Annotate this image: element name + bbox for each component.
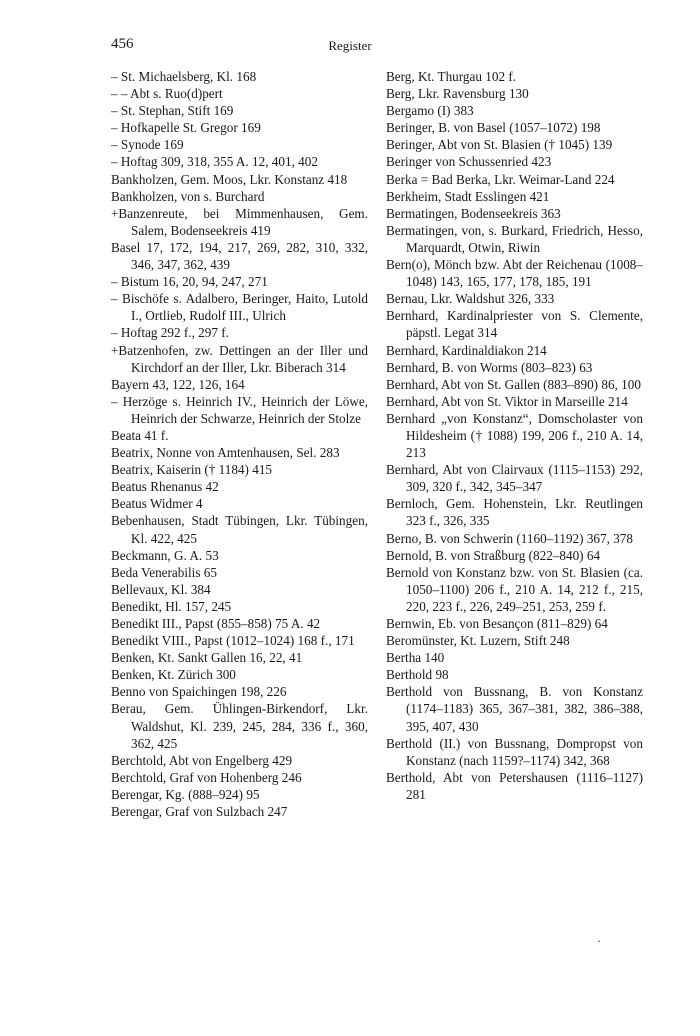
index-entry: Bern(o), Mönch bzw. Abt der Reichenau (1008–1048) 143, 165, 177, 178, 185, 191 (386, 257, 643, 290)
index-entry: Benken, Kt. Zürich 300 (111, 667, 236, 683)
index-entry: Beata 41 f. (111, 427, 169, 443)
index-entry: Bermatingen, Bodenseekreis 363 (386, 205, 561, 221)
index-entry: Bernloch, Gem. Hohenstein, Lkr. Reutlingen 323 f., 326, 335 (386, 496, 643, 529)
index-entry: Beatus Widmer 4 (111, 496, 203, 512)
index-entry: Beatus Rhenanus 42 (111, 479, 219, 495)
index-entry: Benedikt, Hl. 157, 245 (111, 598, 232, 614)
index-entry: – Hofkapelle St. Gregor 169 (111, 120, 261, 136)
index-entry: Bernold von Konstanz bzw. von St. Blasien (ca. 1050–1100) 206 f., 210 A. 14, 212 f., 215, 220, 223 f., 226, 249–251, 253, 259 f. (386, 564, 643, 614)
index-entry: Berg, Lkr. Ravensburg 130 (386, 86, 529, 102)
index-entry: Bertha 140 (386, 650, 445, 666)
index-entry: Bernold, B. von Straßburg (822–840) 64 (386, 547, 601, 563)
index-entry: – Synode 169 (111, 137, 184, 153)
running-title: Register (328, 38, 372, 53)
index-entry: Berchtold, Abt von Engelberg 429 (111, 752, 293, 768)
index-column-right (386, 68, 643, 803)
index-entry: Beringer von Schussenried 423 (386, 154, 552, 170)
index-entry: Bernhard, Abt von Clairvaux (1115–1153) 292, 309, 320 f., 342, 345–347 (386, 462, 643, 495)
index-entry: Benedikt VIII., Papst (1012–1024) 168 f., 171 (111, 633, 355, 649)
index-entry: Bernhard, Abt von St. Viktor in Marseille 214 (386, 393, 628, 409)
index-entry: – Herzöge s. Heinrich IV., Heinrich der Löwe, Heinrich der Schwarze, Heinrich der Stolze (111, 393, 368, 426)
index-entry: Berengar, Kg. (888–924) 95 (111, 786, 260, 802)
index-entry: Bermatingen, von, s. Burkard, Friedrich, Hesso, Marquardt, Otwin, Riwin (386, 222, 643, 255)
index-entry: Bellevaux, Kl. 384 (111, 581, 211, 597)
page-number: 456 (111, 36, 134, 52)
index-entry: Benken, Kt. Sankt Gallen 16, 22, 41 (111, 650, 303, 666)
stray-mark: · (597, 934, 601, 948)
index-entry: Berno, B. von Schwerin (1160–1192) 367, 378 (386, 530, 633, 546)
index-entry: Berka = Bad Berka, Lkr. Weimar-Land 224 (386, 171, 615, 187)
index-entry: Bernwin, Eb. von Besançon (811–829) 64 (386, 616, 608, 631)
index-entry: Beringer, Abt von St. Blasien († 1045) 139 (386, 137, 613, 153)
index-entry: Berthold, Abt von Petershausen (1116–1127) 281 (386, 769, 643, 802)
index-entry: Berchtold, Graf von Hohenberg 246 (111, 769, 302, 785)
index-entry: Beckmann, G. A. 53 (111, 547, 219, 563)
index-entry: Bernhard „von Konstanz“, Domscholaster von Hildesheim († 1088) 199, 206 f., 210 A. 14, 213 (386, 410, 643, 461)
index-entry: Berg, Kt. Thurgau 102 f. (386, 69, 517, 84)
index-entry: Bernau, Lkr. Waldshut 326, 333 (386, 291, 555, 307)
index-entry: Bernhard, B. von Worms (803–823) 63 (386, 359, 593, 375)
index-entry: Berthold 98 (386, 667, 449, 683)
index-entry: Berengar, Graf von Sulzbach 247 (111, 804, 288, 820)
index-entry: – Hoftag 292 f., 297 f. (111, 325, 229, 341)
index-entry: Basel 17, 172, 194, 217, 269, 282, 310, 332, 346, 347, 362, 439 (111, 239, 368, 273)
index-entry: Bankholzen, Gem. Moos, Lkr. Konstanz 418 (111, 171, 348, 187)
index-entry: Berthold (II.) von Bussnang, Dompropst von Konstanz (nach 1159?–1174) 342, 368 (386, 735, 643, 768)
index-entry: +Batzenhofen, zw. Dettingen an der Iller und Kirchdorf an der Iller, Lkr. Biberach 314 (111, 342, 368, 375)
index-entry: +Banzenreute, bei Mimmenhausen, Gem. Salem, Bodenseekreis 419 (111, 205, 368, 238)
index-entry: Bankholzen, von s. Burchard (111, 188, 265, 204)
index-entry: – St. Stephan, Stift 169 (111, 103, 234, 119)
index-entry: Benedikt III., Papst (855–858) 75 A. 42 (111, 616, 321, 631)
index-entry: Bernhard, Kardinaldiakon 214 (386, 342, 547, 358)
index-entry: – Hoftag 309, 318, 355 A. 12, 401, 402 (111, 154, 318, 170)
index-entry: – St. Michaelsberg, Kl. 168 (111, 69, 257, 84)
index-entry: Bernhard, Abt von St. Gallen (883–890) 86, 100 (386, 376, 641, 392)
index-entry: Bernhard, Kardinalpriester von S. Clemente, päpstl. Legat 314 (386, 308, 643, 341)
index-entry: Beromünster, Kt. Luzern, Stift 248 (386, 633, 570, 649)
index-entry: – – Abt s. Ruo(d)pert (111, 86, 223, 102)
index-entry: Bayern 43, 122, 126, 164 (111, 376, 245, 392)
index-entry: Beatrix, Nonne von Amtenhausen, Sel. 283 (111, 445, 340, 461)
index-entry: – Bistum 16, 20, 94, 247, 271 (111, 274, 268, 290)
index-entry: Benno von Spaichingen 198, 226 (111, 684, 287, 700)
index-entry: Bergamo (I) 383 (386, 103, 474, 119)
index-entry: Beringer, B. von Basel (1057–1072) 198 (386, 120, 601, 136)
index-entry: Bebenhausen, Stadt Tübingen, Lkr. Tübingen, Kl. 422, 425 (111, 513, 368, 546)
index-column-left (111, 68, 368, 820)
index-entry: Beda Venerabilis 65 (111, 564, 217, 580)
index-entry: Beatrix, Kaiserin († 1184) 415 (111, 462, 273, 478)
index-entry: Berthold von Bussnang, B. von Konstanz (1174–1183) 365, 367–381, 382, 386–388, 395, 407, 430 (386, 684, 643, 734)
index-entry: Berkheim, Stadt Esslingen 421 (386, 188, 550, 204)
index-entry: Berau, Gem. Ühlingen-Birkendorf, Lkr. Waldshut, Kl. 239, 245, 284, 336 f., 360, 362, 425 (111, 701, 368, 751)
index-entry: – Bischöfe s. Adalbero, Beringer, Haito, Lutold I., Ortlieb, Rudolf III., Ulrich (111, 291, 368, 324)
